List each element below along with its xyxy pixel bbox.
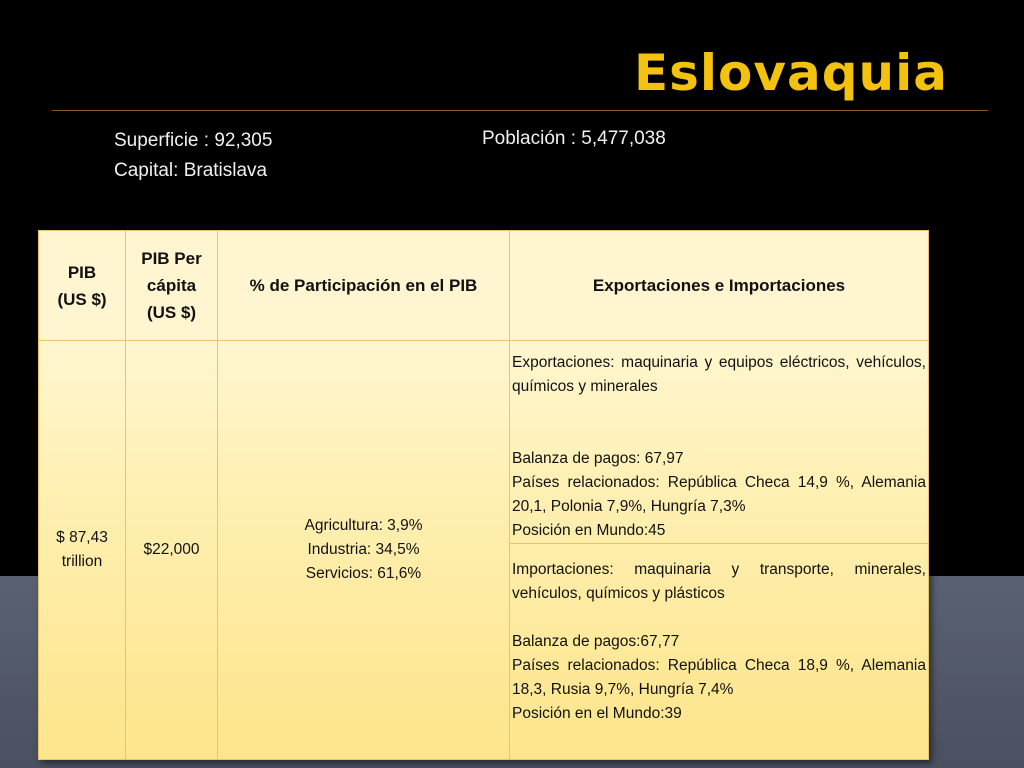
poblacion-text: Población : 5,477,038 (482, 128, 666, 149)
header-pib (39, 231, 126, 341)
header-pibpc-line2: cápita (146, 276, 197, 295)
table-row-exportaciones (39, 341, 929, 544)
superficie-text: Superficie : 92,305 (114, 130, 273, 151)
participacion-servicios: Servicios: 61,6% (305, 565, 422, 582)
importaciones-paises: Países relacionados: República Checa 18,9 %, Alemania 18,3, Rusia 9,7%, Hungría 7,4% (512, 657, 926, 698)
info-right (482, 124, 666, 154)
participacion-industria: Industria: 34,5% (307, 541, 420, 558)
table-header-row (39, 231, 929, 341)
cell-importaciones (510, 544, 929, 760)
header-pibpc-line3: (US $) (146, 303, 197, 322)
exportaciones-posicion: Posición en Mundo:45 (512, 522, 666, 539)
info-left (114, 126, 272, 186)
header-comercio: Exportaciones e Importaciones (510, 231, 929, 341)
cell-exportaciones (510, 341, 929, 544)
header-pib-per-capita (126, 231, 218, 341)
exportaciones-balanza: Balanza de pagos: 67,97 (512, 450, 684, 467)
header-pib-line1: PIB (67, 262, 97, 282)
pib-value-line1: $ 87,43 (56, 529, 108, 546)
title-divider (52, 110, 988, 111)
importaciones-balanza: Balanza de pagos:67,77 (512, 633, 680, 650)
slide-title: Eslovaquia (633, 44, 948, 102)
cell-participacion (218, 341, 510, 760)
cell-pib-value (39, 341, 126, 760)
importaciones-posicion: Posición en el Mundo:39 (512, 705, 682, 722)
importaciones-productos: Importaciones: maquinaria y transporte, minerales, vehículos, químicos y plásticos (512, 561, 926, 602)
header-participacion: % de Participación en el PIB (218, 231, 510, 341)
cell-pib-per-capita-value: $22,000 (126, 341, 218, 760)
capital-text: Capital: Bratislava (114, 160, 268, 181)
pib-value-line2: trillion (61, 553, 103, 570)
exportaciones-productos: Exportaciones: maquinaria y equipos eléctricos, vehículos, químicos y minerales (512, 354, 926, 395)
header-pib-line2: (US $) (57, 289, 107, 309)
exportaciones-paises: Países relacionados: República Checa 14,9 %, Alemania 20,1, Polonia 7,9%, Hungría 7,3% (512, 474, 926, 515)
header-pibpc-line1: PIB Per (141, 249, 202, 268)
economy-table (38, 230, 929, 760)
participacion-agricultura: Agricultura: 3,9% (304, 517, 423, 534)
